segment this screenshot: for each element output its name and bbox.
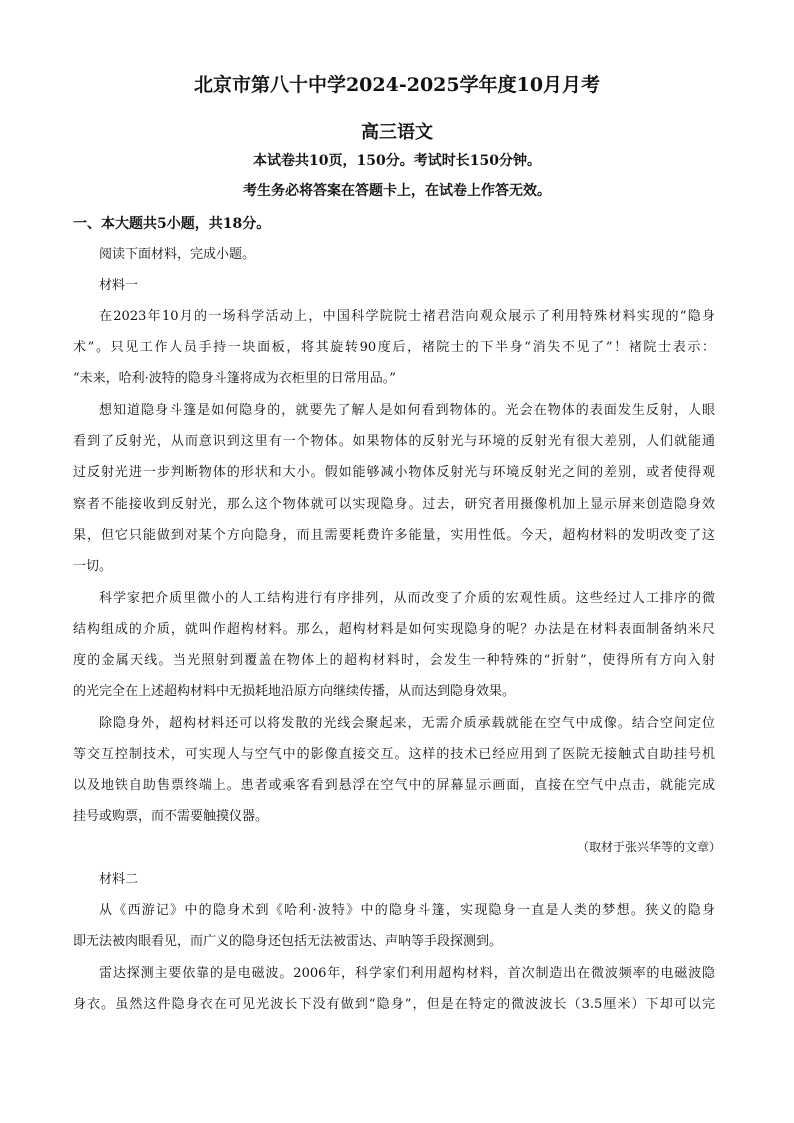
section-instruction: 阅读下面材料，完成小题。 [99, 247, 256, 262]
material1-line: 果，但它只能做到对某个方向隐身，而且需要耗费许多能量，实用性低。今天，超构材料的发明改变了这 [73, 528, 715, 543]
material1-label: 材料一 [99, 278, 139, 293]
material1-line: 挂号或购票，而不需要触摸仪器。 [73, 809, 269, 824]
material1-line: 一切。 [73, 559, 113, 574]
material1-line: 在2023年10月的一场科学活动上，中国科学院院士褚君浩向观众展示了利用特殊材料实现的“隐身 [99, 309, 715, 324]
material2-line: 从《西游记》中的隐身术到《哈利·波特》中的隐身斗篷，实现隐身一直是人类的梦想。狭义的隐身 [99, 903, 715, 918]
material1-line: “未来，哈利·波特的隐身斗篷将成为衣柜里的日常用品。” [73, 371, 396, 386]
material1-line: 想知道隐身斗篷是如何隐身的，就要先了解人是如何看到物体的。光会在物体的表面发生反射，人眼 [99, 403, 715, 418]
material1-line: 过反射光进一步判断物体的形状和大小。假如能够减小物体反射光与环境反射光之间的差别，或者使得观 [73, 465, 715, 480]
material1-line: 术”。只见工作人员手持一块面板，将其旋转90度后，褚院士的下半身“消失不见了”！褚院士表示： [73, 340, 715, 355]
exam-notice: 考生务必将答案在答题卡上，在试卷上作答无效。 [243, 183, 551, 199]
section-heading: 一、本大题共5小题，共18分。 [73, 216, 271, 232]
exam-title: 北京市第八十中学2024-2025学年度10月月考 [193, 74, 601, 96]
material2-line: 即无法被肉眼看见，而广义的隐身还包括无法被雷达、声呐等手段探测到。 [73, 934, 503, 949]
material2-line: 雷达探测主要依靠的是电磁波。2006年，科学家们利用超构材料，首次制造出在微波频率的电磁波隐 [99, 966, 715, 981]
material2-line: 身衣。虽然这件隐身衣在可见光波长下没有做到“隐身”，但是在特定的微波波长（3.5厘米）下却可以完 [73, 997, 715, 1012]
subject-title: 高三语文 [361, 122, 433, 143]
material1-line: 看到了反射光，从而意识到这里有一个物体。如果物体的反射光与环境的反射光有很大差别，人们就能通 [73, 434, 715, 449]
material1-line: 结构组成的介质，就叫作超构材料。那么，超构材料是如何实现隐身的呢？办法是在材料表面制备纳米尺 [73, 622, 715, 637]
material1-line: 的光完全在上述超构材料中无损耗地沿原方向继续传播，从而达到隐身效果。 [73, 684, 516, 699]
material1-line: 以及地铁自助售票终端上。患者或乘客看到悬浮在空气中的屏幕显示画面，直接在空气中点击，就能完成 [73, 778, 715, 793]
material2-label: 材料二 [99, 872, 139, 887]
material1-source: （取材于张兴华等的文章） [576, 840, 721, 854]
material1-line: 除隐身外，超构材料还可以将发散的光线会聚起来，无需介质承载就能在空气中成像。结合空间定位 [99, 716, 715, 731]
exam-info: 本试卷共10页，150分。考试时长150分钟。 [253, 153, 541, 169]
material1-line: 察者不能接收到反射光，那么这个物体就可以实现隐身。过去，研究者用摄像机加上显示屏来创造隐身效 [73, 497, 715, 512]
material1-line: 等交互控制技术，可实现人与空气中的影像直接交互。这样的技术已经应用到了医院无接触式自助挂号机 [73, 747, 715, 762]
material1-line: 度的金属天线。当光照射到覆盖在物体上的超构材料时，会发生一种特殊的“折射”，使得所有方向入射 [73, 653, 715, 668]
material1-line: 科学家把介质里微小的人工结构进行有序排列，从而改变了介质的宏观性质。这些经过人工排序的微 [99, 591, 715, 606]
